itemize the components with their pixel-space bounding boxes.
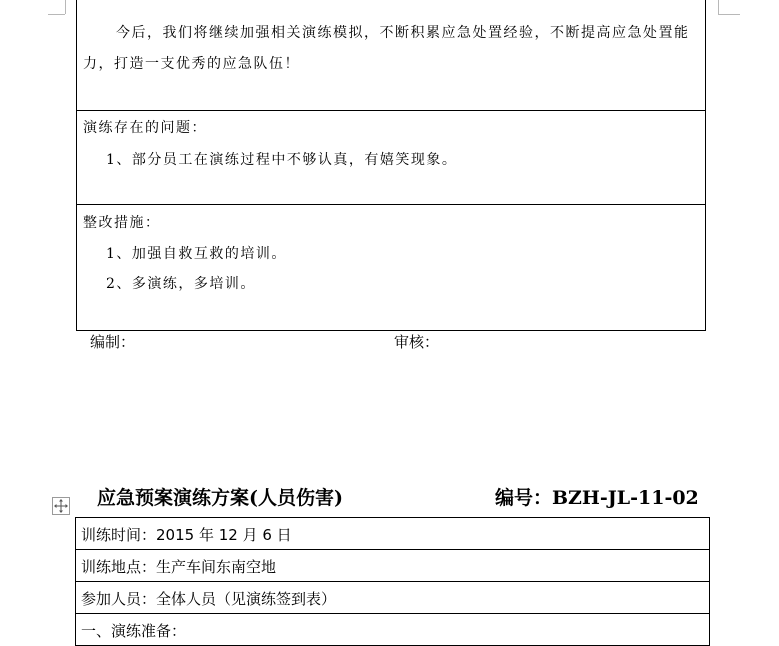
plan-row-preparation: [76, 614, 709, 646]
training-time: 训练时间：2015 年 12 月 6 日: [81, 526, 292, 544]
plan-title: 应急预案演练方案(人员伤害): [97, 487, 343, 509]
plan-row-participants: [76, 582, 709, 614]
crop-mark-right: [718, 0, 719, 14]
plan-row-location: [76, 550, 709, 582]
summary-line-2: 力，打造一支优秀的应急队伍！: [83, 56, 300, 72]
plan-table: [75, 517, 710, 646]
four-way-arrow-icon[interactable]: [52, 497, 70, 515]
prepared-by-label: 编制：: [90, 333, 136, 351]
participants: 参加人员：全体人员（见演练签到表）: [81, 590, 337, 608]
crop-mark-right-h: [718, 14, 740, 15]
reviewed-by-label: 审核：: [394, 333, 440, 351]
crop-mark-left: [65, 0, 66, 14]
preparation-heading: 一、演练准备：: [81, 622, 187, 640]
measures-heading: 整改措施：: [83, 215, 161, 231]
training-location: 训练地点：生产车间东南空地: [81, 558, 277, 576]
measure-item-1: 1、加强自救互救的培训。: [106, 246, 287, 262]
summary-line-1: 今后，我们将继续加强相关演练模拟，不断积累应急处置经验，不断提高应急处置能: [116, 25, 690, 41]
plan-row-time: [76, 518, 709, 550]
plan-code: 编号：BZH-JL-11-02: [495, 487, 699, 509]
problem-item-1: 1、部分员工在演练过程中不够认真，有嬉笑现象。: [106, 152, 458, 168]
measures-cell: [76, 204, 706, 331]
problems-heading: 演练存在的问题：: [83, 120, 207, 136]
measure-item-2: 2、多演练，多培训。: [106, 276, 256, 292]
crop-mark-left-h: [48, 14, 65, 15]
